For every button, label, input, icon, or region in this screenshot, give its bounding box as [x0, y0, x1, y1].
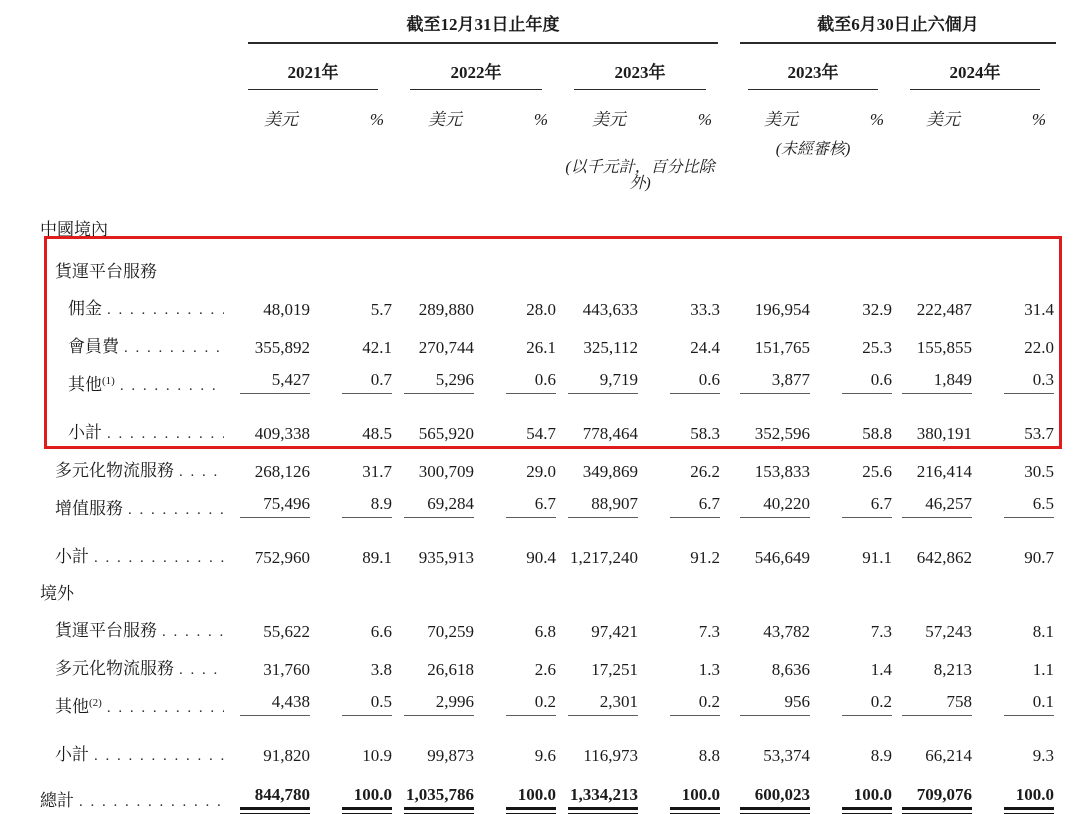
- cell-usd: 55,622: [263, 622, 310, 641]
- table-row: [0, 480, 1056, 518]
- cell-percent: 0.7: [342, 371, 392, 394]
- column-group-interim: 截至6月30日止六個月: [740, 16, 1056, 44]
- cell-usd: 709,076: [902, 786, 972, 810]
- cell-percent: 58.8: [862, 424, 893, 443]
- row-label: 中國境內: [40, 220, 108, 239]
- table-row: [0, 716, 1056, 764]
- cell-usd: 752,960: [254, 548, 310, 567]
- table-body: [0, 202, 1056, 810]
- table-row: [0, 442, 1056, 480]
- cell-usd: 57,243: [925, 622, 973, 641]
- cell-usd: 1,217,240: [570, 548, 638, 567]
- table-row: [0, 602, 1056, 640]
- cell-usd: 443,633: [582, 300, 638, 319]
- table-row: [0, 518, 1056, 566]
- cell-usd: 8,213: [933, 660, 973, 679]
- footnote-marker: (2): [89, 697, 102, 709]
- cell-usd: 1,334,213: [568, 786, 638, 810]
- cell-percent: 6.6: [370, 622, 392, 641]
- table-row: [0, 280, 1056, 318]
- cell-percent: 31.4: [1024, 300, 1055, 319]
- cell-percent: 91.2: [690, 548, 721, 567]
- cell-percent: 30.5: [1024, 462, 1055, 481]
- table-row: [0, 318, 1056, 356]
- dot-leader: [120, 376, 224, 394]
- cell-usd: 300,709: [418, 462, 474, 481]
- cell-usd: 546,649: [754, 548, 811, 567]
- cell-usd: 270,744: [418, 338, 474, 357]
- cell-percent: 58.3: [690, 424, 721, 443]
- dot-leader: [94, 548, 224, 566]
- cell-usd: 289,880: [418, 300, 474, 319]
- cell-usd: 97,421: [591, 622, 638, 641]
- cell-percent: 1.3: [698, 660, 721, 679]
- dot-leader: [107, 300, 224, 318]
- units-note-row: [0, 158, 1056, 202]
- usd-label: 美元: [764, 110, 799, 129]
- cell-percent: 9.6: [534, 746, 556, 765]
- cell-percent: 54.7: [526, 424, 556, 443]
- percent-label: %: [1031, 110, 1047, 129]
- year-2021: 2021年: [248, 64, 378, 90]
- currency-header-row: [0, 90, 1056, 128]
- cell-percent: 0.3: [1004, 371, 1054, 394]
- cell-usd: 151,765: [754, 338, 811, 357]
- cell-usd: 75,496: [240, 495, 310, 518]
- cell-percent: 7.3: [870, 622, 893, 641]
- year-2022: 2022年: [410, 64, 542, 90]
- cell-percent: 28.0: [526, 300, 556, 319]
- cell-percent: 8.8: [698, 746, 721, 765]
- cell-usd: 53,374: [763, 746, 811, 765]
- cell-usd: 2,996: [404, 693, 474, 716]
- dot-leader: [94, 746, 224, 764]
- cell-usd: 222,487: [916, 300, 973, 319]
- cell-usd: 8,636: [771, 660, 811, 679]
- cell-usd: 116,973: [583, 746, 638, 765]
- cell-percent: 1.1: [1032, 660, 1055, 679]
- cell-percent: 91.1: [862, 548, 893, 567]
- cell-usd: 1,035,786: [404, 786, 474, 810]
- cell-percent: 0.6: [506, 371, 556, 394]
- dot-leader: [107, 424, 224, 442]
- row-label: 小計: [68, 423, 102, 442]
- cell-usd: 46,257: [902, 495, 972, 518]
- cell-usd: 642,862: [916, 548, 973, 567]
- row-label: 貨運平台服務: [55, 621, 157, 640]
- cell-percent: 7.3: [698, 622, 721, 641]
- footnote-marker: (1): [102, 375, 115, 387]
- cell-usd: 5,296: [404, 371, 474, 394]
- table-row: [0, 678, 1056, 716]
- table-row: [0, 356, 1056, 394]
- cell-usd: 155,855: [916, 338, 973, 357]
- table-row: [0, 394, 1056, 442]
- cell-usd: 9,719: [568, 371, 638, 394]
- cell-percent: 26.1: [526, 338, 556, 357]
- cell-percent: 90.7: [1024, 548, 1055, 567]
- percent-label: %: [869, 110, 885, 129]
- cell-percent: 6.5: [1004, 495, 1054, 518]
- row-label: 貨運平台服務: [55, 262, 157, 281]
- cell-percent: 29.0: [526, 462, 556, 481]
- cell-percent: 32.9: [862, 300, 893, 319]
- row-label: 小計: [55, 547, 89, 566]
- cell-usd: 1,849: [902, 371, 972, 394]
- cell-percent: 100.0: [670, 786, 720, 810]
- cell-usd: 48,019: [263, 300, 310, 319]
- cell-usd: 3,877: [740, 371, 810, 394]
- cell-percent: 2.6: [534, 660, 556, 679]
- row-label: 其他$^{(1)}$: [68, 375, 115, 394]
- cell-usd: 26,618: [427, 660, 474, 679]
- cell-percent: 48.5: [362, 424, 392, 443]
- cell-usd: 153,833: [754, 462, 811, 481]
- percent-label: %: [533, 110, 548, 129]
- usd-label: 美元: [264, 110, 298, 129]
- unaudited-note: (未經審核): [775, 141, 851, 158]
- cell-percent: 6.7: [506, 495, 556, 518]
- row-label: 境外: [40, 584, 74, 603]
- cell-usd: 40,220: [740, 495, 810, 518]
- cell-percent: 100.0: [842, 786, 892, 810]
- dot-leader: [128, 500, 224, 518]
- cell-percent: 31.7: [362, 462, 392, 481]
- cell-usd: 778,464: [582, 424, 638, 443]
- cell-percent: 0.6: [842, 371, 892, 394]
- cell-percent: 100.0: [506, 786, 556, 810]
- cell-percent: 0.2: [842, 693, 892, 716]
- cell-usd: 844,780: [240, 786, 310, 810]
- cell-percent: 26.2: [690, 462, 721, 481]
- cell-percent: 3.8: [370, 660, 392, 679]
- cell-usd: 600,023: [740, 786, 810, 810]
- column-group-row: [0, 10, 1056, 44]
- cell-usd: 70,259: [427, 622, 474, 641]
- cell-percent: 24.4: [690, 338, 721, 357]
- unaudited-note-row: [0, 128, 1056, 158]
- row-label: 增值服務: [55, 499, 123, 518]
- cell-usd: 196,954: [754, 300, 811, 319]
- cell-usd: 43,782: [763, 622, 811, 641]
- year-2023-interim: 2023年: [748, 64, 878, 90]
- cell-percent: 100.0: [1004, 786, 1054, 810]
- cell-percent: 9.3: [1032, 746, 1055, 765]
- cell-usd: 17,251: [591, 660, 638, 679]
- cell-usd: 4,438: [240, 693, 310, 716]
- cell-percent: 0.2: [506, 693, 556, 716]
- cell-percent: 0.2: [670, 693, 720, 716]
- percent-label: %: [697, 110, 713, 129]
- cell-usd: 5,427: [240, 371, 310, 394]
- row-label: 會員費: [68, 337, 119, 356]
- dot-leader: [162, 622, 224, 640]
- usd-label: 美元: [926, 110, 961, 129]
- cell-percent: 25.6: [862, 462, 893, 481]
- column-group-annual: 截至12月31日止年度: [248, 16, 718, 44]
- cell-usd: 349,869: [582, 462, 638, 481]
- cell-percent: 6.7: [842, 495, 892, 518]
- cell-usd: 91,820: [263, 746, 310, 765]
- cell-percent: 5.7: [370, 300, 392, 319]
- row-label: 多元化物流服務: [55, 659, 174, 678]
- usd-label: 美元: [428, 110, 462, 129]
- cell-usd: 2,301: [568, 693, 638, 716]
- row-label: 其他$^{(2)}$: [55, 697, 102, 716]
- table-row: [0, 566, 1056, 602]
- row-label: 佣金: [68, 299, 102, 318]
- dot-leader: [79, 792, 224, 810]
- dot-leader: [179, 462, 224, 480]
- cell-usd: 352,596: [754, 424, 811, 443]
- table-row: [0, 202, 1056, 238]
- cell-percent: 0.5: [342, 693, 392, 716]
- cell-usd: 409,338: [254, 424, 310, 443]
- usd-label: 美元: [592, 110, 626, 129]
- cell-usd: 380,191: [916, 424, 973, 443]
- cell-percent: 0.1: [1004, 693, 1054, 716]
- cell-usd: 355,892: [254, 338, 310, 357]
- revenue-breakdown-table: [0, 10, 1056, 810]
- cell-percent: 10.9: [362, 746, 392, 765]
- cell-usd: 216,414: [916, 462, 973, 481]
- row-label: 總計: [40, 791, 74, 810]
- row-label: 小計: [55, 745, 89, 764]
- table-row: [0, 764, 1056, 810]
- table-row: [0, 238, 1056, 280]
- cell-usd: 88,907: [568, 495, 638, 518]
- table-row: [0, 640, 1056, 678]
- cell-usd: 935,913: [418, 548, 474, 567]
- year-2023: 2023年: [574, 64, 706, 90]
- cell-percent: 90.4: [526, 548, 556, 567]
- cell-percent: 8.9: [342, 495, 392, 518]
- dot-leader: [179, 660, 224, 678]
- cell-usd: 66,214: [925, 746, 973, 765]
- cell-percent: 22.0: [1024, 338, 1055, 357]
- percent-label: %: [369, 110, 384, 129]
- cell-percent: 8.9: [870, 746, 893, 765]
- dot-leader: [107, 698, 224, 716]
- cell-usd: 31,760: [263, 660, 310, 679]
- year-2024-interim: 2024年: [910, 64, 1040, 90]
- cell-percent: 1.4: [870, 660, 893, 679]
- cell-percent: 6.8: [534, 622, 556, 641]
- cell-usd: 758: [902, 693, 972, 716]
- cell-percent: 53.7: [1024, 424, 1055, 443]
- cell-percent: 33.3: [690, 300, 721, 319]
- cell-usd: 956: [740, 693, 810, 716]
- cell-usd: 565,920: [418, 424, 474, 443]
- cell-usd: 99,873: [427, 746, 474, 765]
- cell-percent: 25.3: [862, 338, 893, 357]
- cell-usd: 69,284: [404, 495, 474, 518]
- cell-usd: 325,112: [583, 338, 638, 357]
- cell-percent: 0.6: [670, 371, 720, 394]
- cell-percent: 100.0: [342, 786, 392, 810]
- cell-percent: 42.1: [362, 338, 392, 357]
- cell-percent: 8.1: [1032, 622, 1055, 641]
- dot-leader: [124, 338, 224, 356]
- cell-usd: 268,126: [254, 462, 310, 481]
- cell-percent: 89.1: [362, 548, 392, 567]
- units-note: (以千元計，百分比除外): [565, 159, 715, 192]
- year-header-row: [0, 44, 1056, 90]
- cell-percent: 6.7: [670, 495, 720, 518]
- row-label: 多元化物流服務: [55, 461, 174, 480]
